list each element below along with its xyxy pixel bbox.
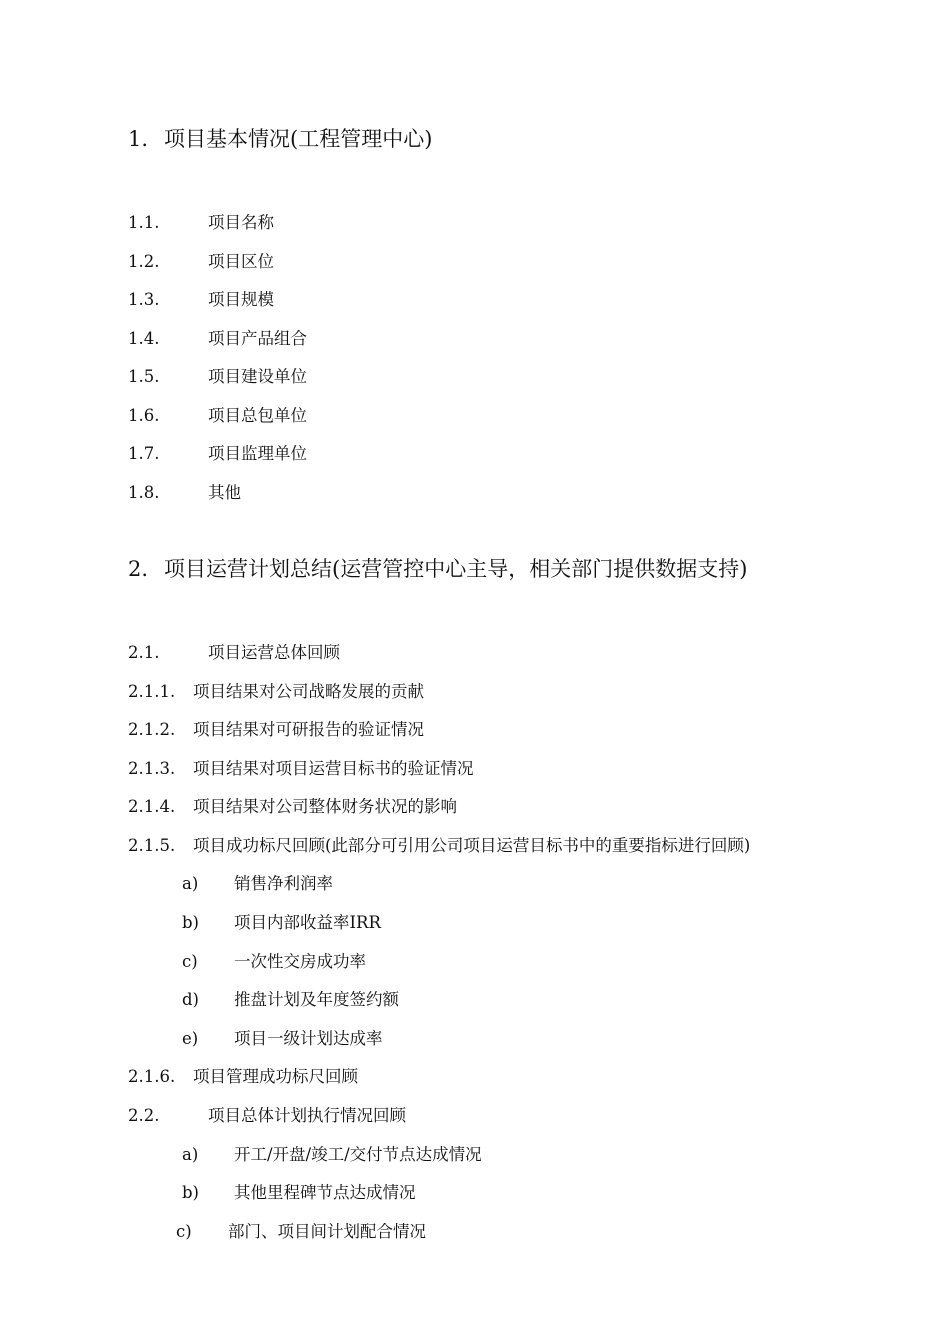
item-letter: e): [182, 1029, 199, 1048]
item-number: 1.1.: [128, 213, 160, 232]
item-text: 项目结果对公司整体财务状况的影响: [193, 797, 457, 816]
item-text: 销售净利润率: [234, 874, 333, 893]
item-number: 2.1.6.: [128, 1067, 176, 1086]
item-text: 项目总包单位: [208, 406, 307, 425]
item-letter: c): [176, 1222, 192, 1241]
item-text: 项目规模: [208, 290, 274, 309]
heading-number: 2.: [128, 557, 149, 581]
item-letter: a): [182, 1145, 199, 1164]
item-letter: b): [182, 913, 199, 932]
item-number: 2.1.1.: [128, 682, 176, 701]
item-text: 项目一级计划达成率: [234, 1029, 383, 1048]
item-number: 2.1.2.: [128, 720, 176, 739]
item-number: 2.1.3.: [128, 759, 176, 778]
heading-number: 1.: [128, 127, 149, 151]
item-number: 2.1.: [128, 643, 160, 662]
item-text: 项目产品组合: [208, 329, 307, 348]
heading-text: 项目基本情况(工程管理中心): [164, 127, 433, 151]
item-letter: c): [182, 952, 198, 971]
item-text: 项目名称: [208, 213, 274, 232]
item-number: 2.2.: [128, 1106, 160, 1125]
item-text: 项目成功标尺回顾(此部分可引用公司项目运营目标书中的重要指标进行回顾): [193, 836, 751, 855]
item-text: 项目结果对公司战略发展的贡献: [193, 682, 424, 701]
item-number: 1.2.: [128, 252, 160, 271]
heading-text: 项目运营计划总结(运营管控中心主导，相关部门提供数据支持): [164, 557, 748, 581]
item-text: 推盘计划及年度签约额: [234, 990, 399, 1009]
item-text: 项目管理成功标尺回顾: [193, 1067, 358, 1086]
item-number: 1.5.: [128, 367, 160, 386]
item-number: 1.8.: [128, 483, 160, 502]
item-text: 部门、项目间计划配合情况: [228, 1222, 426, 1241]
item-number: 2.1.4.: [128, 797, 176, 816]
item-text: 项目结果对可研报告的验证情况: [193, 720, 424, 739]
item-text: 一次性交房成功率: [234, 952, 366, 971]
item-text: 其他: [208, 483, 241, 502]
item-letter: b): [182, 1183, 199, 1202]
item-number: 1.6.: [128, 406, 160, 425]
item-text: 项目结果对项目运营目标书的验证情况: [193, 759, 474, 778]
item-text: 项目总体计划执行情况回顾: [208, 1106, 406, 1125]
item-number: 1.4.: [128, 329, 160, 348]
item-text: 项目建设单位: [208, 367, 307, 386]
item-number: 1.7.: [128, 444, 160, 463]
item-text: 项目监理单位: [208, 444, 307, 463]
item-number: 2.1.5.: [128, 836, 176, 855]
item-text: 开工/开盘/竣工/交付节点达成情况: [234, 1145, 482, 1164]
item-text: 项目内部收益率IRR: [234, 913, 381, 932]
item-letter: d): [182, 990, 199, 1009]
item-text: 其他里程碑节点达成情况: [234, 1183, 416, 1202]
item-text: 项目运营总体回顾: [208, 643, 340, 662]
item-letter: a): [182, 874, 199, 893]
item-number: 1.3.: [128, 290, 160, 309]
item-text: 项目区位: [208, 252, 274, 271]
